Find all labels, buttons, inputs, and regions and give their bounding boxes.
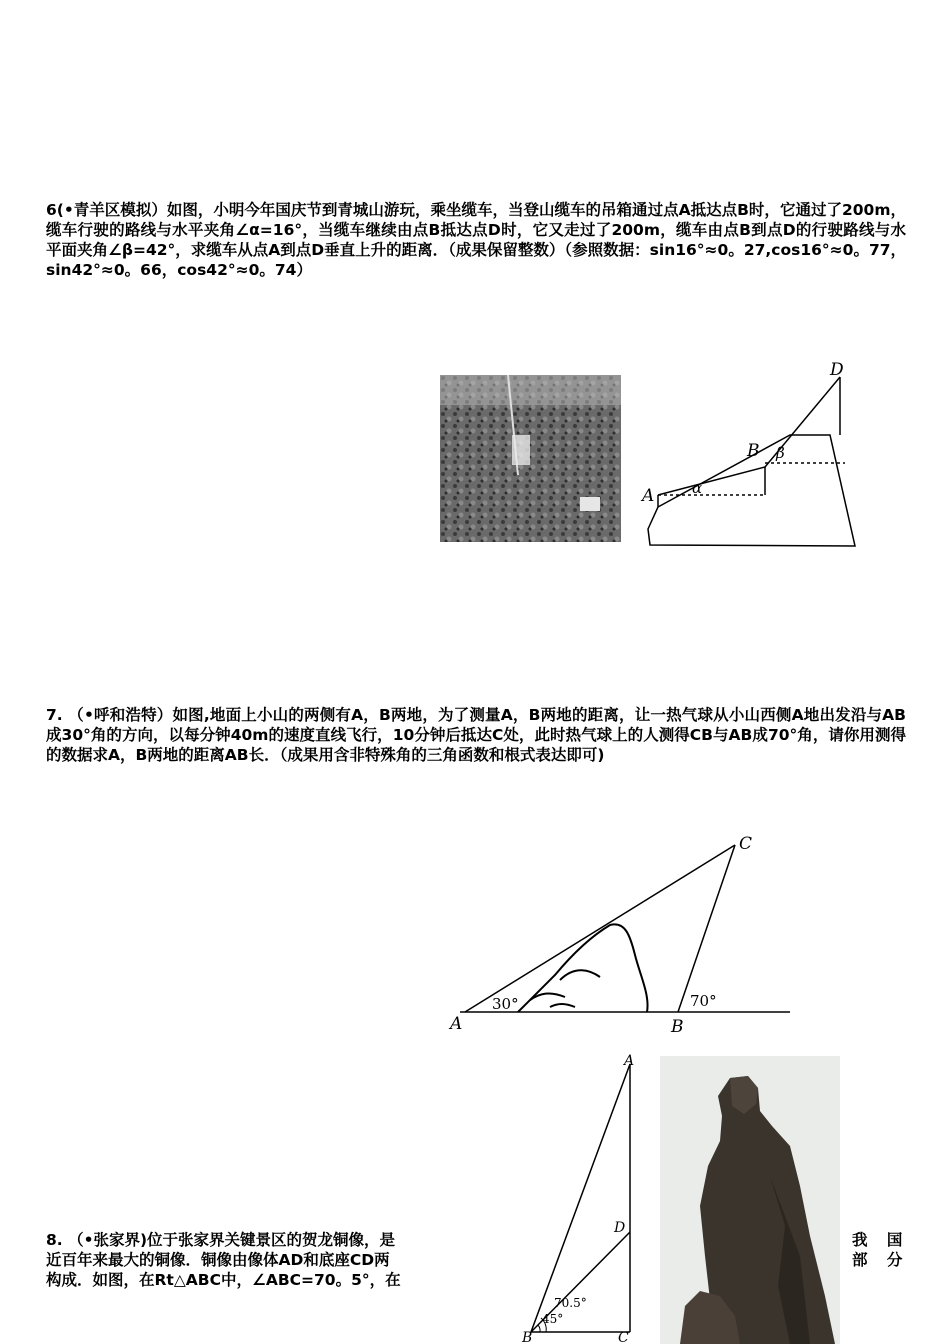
- label-a: A: [450, 1014, 463, 1034]
- label-alpha: α: [692, 479, 703, 497]
- label-b: B: [522, 1330, 533, 1344]
- label-a: A: [642, 486, 655, 506]
- cable-car-diagram: [640, 355, 870, 555]
- problem-7-text: 7. （•呼和浩特）如图,地面上小山的两侧有A，B两地，为了测量A，B两地的距离，让一热气球从小山西侧A地出发沿与AB成30°角的方向，以每分钟40m的速度直线飞行，10分钟后抵达C处，此时热气球上的人测得CB与AB成70°角，请你用测得的数据求A，B两地的距离AB长．（成果用含非特殊角的三角函数和根式表达即可): [46, 706, 906, 764]
- statue-photo: [660, 1056, 840, 1344]
- problem-6-text: 6(•青羊区模拟）如图，小明今年国庆节到青城山游玩，乘坐缆车，当登山缆车的吊箱通过点A抵达点B时，它通过了200m，缆车行驶的路线与水平夹角∠α=16°，当缆车继续由点B抵达点D时，它又走过了200m，缆车由点B到点D的行驶路线与水平面夹角∠β=42°，求缆车从点A到点D垂直上升的距离．（成果保留整数）（参照数据：sin16°≈0。27,cos16°≈0。77，sin42°≈0。66，cos42°≈0。74）: [46, 201, 907, 279]
- label-c: C: [618, 1330, 629, 1344]
- cable-car-photo: [440, 375, 621, 542]
- label-d: D: [830, 360, 844, 380]
- statue-diagram: [520, 1050, 650, 1344]
- label-angle-70-5: 70.5°: [554, 1296, 587, 1310]
- label-beta: β: [776, 444, 785, 462]
- label-angle-45: 45°: [542, 1312, 564, 1326]
- label-b: B: [747, 441, 760, 461]
- problem-8-line1-right: 我 国: [852, 1231, 903, 1249]
- label-a: A: [624, 1053, 635, 1069]
- problem-8-line1-left: 8. （•张家界)位于张家界关键景区的贺龙铜像，是: [46, 1231, 396, 1249]
- label-d: D: [614, 1220, 626, 1236]
- problem-8-line2-left: 近百年来最大的铜像．铜像由像体AD和底座CD两: [46, 1251, 390, 1269]
- label-c: C: [739, 834, 753, 854]
- problem-8-line3-left: 构成．如图，在Rt△ABC中，∠ABC=70。5°，在: [46, 1271, 401, 1289]
- label-angle-70: 70°: [690, 992, 717, 1010]
- label-angle-30: 30°: [492, 995, 519, 1013]
- problem-8-line2-right: 部 分: [852, 1251, 903, 1269]
- balloon-diagram: [440, 825, 800, 1040]
- label-b: B: [671, 1017, 684, 1037]
